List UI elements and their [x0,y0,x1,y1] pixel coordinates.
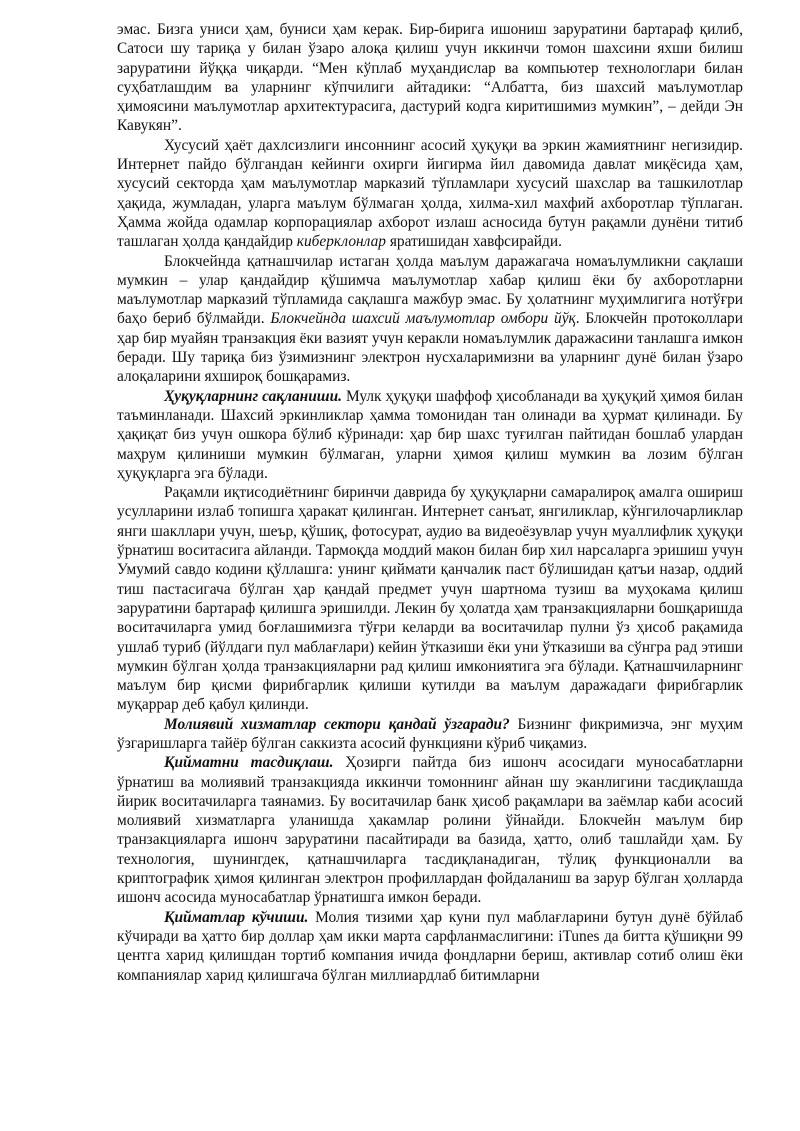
section-heading-financial-services: Молиявий хизматлар сектори қандай ўзгаради? [164,715,510,733]
italic-emphasis-no-data-store: Блокчейнда шахсий маълумотлар омбори йўқ [270,310,576,328]
text-run: . Блокчейн протоколлари ҳар бир муайян транзакция ёки вазият учун керакли номаълумлик даражасини танлашга имкон беради. Шу тариқа биз ўзимизнинг электрон нусхаларимизни ва уларнинг дунё билан ўзаро алоқаларини яхшироқ бошқарамиз. [117,310,743,386]
section-heading-value-confirmation: Қийматни тасдиқлаш. [164,754,334,772]
paragraph-2-privacy [117,136,743,252]
text-run: яратишидан хавфсирайди. [385,233,562,251]
text-run: Мулк ҳуқуқи шаффоф ҳисобланади ва ҳуқуқий ҳимоя билан таъминланади. Шахсий эркинликлар ҳамма томонидан тан олинади ва ҳурмат қилинади. Бу ҳақиқат биз учун ошкора бўлиб кўринади: ҳар бир шахс туғилган пайтидан бошлаб улардан маҳрум қилиниши мумкин бўлмаган, уларни ҳимоя қилиш мумкин ва лозим бўлган ҳуқуқларга эга бўлади. [117,387,743,482]
section-heading-rights: Ҳуқуқларнинг сақланиши. [164,387,343,405]
text-run: Ҳозирги пайтда биз ишонч асосидаги муносабатларни ўрнатиш ва молиявий транзакцияда иккинчи томоннинг айнан шу эканлигини тасдиқлашда йирик воситачиларга таянамиз. Бу воситачилар банк ҳисоб рақамлари ва заёмлар каби асосий молиявий хизматларга уланишда ҳакамлар ролини ўйнайди. Блокчейн маълум бир транзакцияларга ишонч заруратини пасайтиради ва базида, ҳатто, олиб ташлайди ҳам. Бу технология, шунингдек, қатнашчиларга тасдиқланадиган, тўлиқ функционалли ва криптографик ҳимоя қилинган электрон профиллардан фойдаланиш ва зарур бўлган ҳолларда ишонч асосида муносабатлар ўрнатишга имкон беради. [117,754,743,907]
text-run: Рақамли иқтисодиётнинг биринчи даврида бу ҳуқуқларни самаралироқ амалга ошириш усулларини излаб топишга ҳаракат қилинган. Интернет санъат, янгиликлар, кўнгилочарликлар янги шакллари учун, шеър, қўшиқ, фотосурат, аудио ва видеоёзувлар учун муаллифлик ҳуқуқи ўрнатиш воситасига айланди. Тармоқда моддий макон билан бир хил нарсаларга эришиш учун Умумий савдо кодини қўллашга: унинг қиймати қанчалик паст бўлишидан қатъи назар, оддий тиш пастасигача бўлган ҳар қандай предмет учун шартнома тузиш ва муҳокама қилиш заруратини бартараф қилишга эришилди. Лекин бу ҳолатда ҳам транзакцияларни бошқаришда воситачиларга умид боғлашимизга тўғри келарди ва воситачилар пулни ўз ҳисоб рақамида ушлаб туриб (йўлдаги пул маблағлари) кейин ўтказиши ёки уни ўтказиши ва сўнгра рад этиши мумкин бўлган ҳолда транзакцияларни рад қилиш имкониятига эга бўлади. Қатнашчиларнинг маълум бир қисми фирибгарлик қилиши кутилди ва маълум даражадаги фирибгарлик муқаррар деб қабул қилинди. [117,484,743,714]
paragraph-3-anonymity [117,252,743,387]
text-run: Бизнинг фикримизча, энг муҳим ўзгаришларга тайёр бўлган саккизта асосий функцияни кўриб чиқамиз. [117,715,743,752]
text-run: Хусусий ҳаёт дахлсизлиги инсоннинг асосий ҳуқуқи ва эркин жамиятнинг негизидир. Интернет пайдо бўлгандан кейинги охирги йигирма йил давомида давлат миқёсида ҳам, хусусий секторда ҳам маълумотлар марказий тўпламлари хусусий шахслар ва ташкилотлар ҳақида, жумладан, уларга маълум бўлмаган ҳолда, хилма-хил махфий ахборотлар тўплаган. Ҳамма жойда одамлар корпорациялар ахборот излаш асносида бутун рақамли дунёни титиб ташлаган ҳолда қандайдир [117,136,743,251]
text-run: Молия тизими ҳар куни пул маблағларини бутун дунё бўйлаб кўчиради ва ҳатто бир доллар ҳам икки марта сарфланмаслигини: iTunes да битта қўшиқни 99 центга харид қилишдан тортиб компания ичида фондларни бериш, активлар сотиб олиш ёки компаниялар харид қилишгача бўлган миллиардлаб битимларни [117,908,743,984]
paragraph-1 [117,20,743,136]
paragraph-5-digital-economy [117,483,743,715]
paragraph-8-value-transfer [117,908,743,985]
paragraph-6-financial-services [117,715,743,754]
document-page [117,20,743,985]
text-run: эмас. Бизга униси ҳам, буниси ҳам керак. Бир-бирига ишониш заруратини бартараф қилиб, Сатоси шу тариқа у билан ўзаро алоқа қилиш учун иккинчи томон шахсини яхши билиш заруратини йўққа чиқарди. “Мен кўплаб муҳандислар ва компьютер технологлари билан суҳбатлашдим ва уларнинг кўпчилиги айтадики: “Албатта, биз шахсий маълумотлар ҳимоясини маълумотлар архитектурасига, дастурий кодга киритишимиз мумкин”, – дейди Эн Кавукян”. [117,21,743,135]
text-run: Блокчейнда қатнашчилар истаган ҳолда маълум даражагача номаълумликни сақлаши мумкин – улар қандайдир қўшимча маълумотлар хабар қилиш ёки бу ахборотларни маълумотлар марказий тўпламида сақлашга мажбур эмас. Бу ҳолатнинг муҳимлигига нотўғри баҳо бериб бўлмайди. [117,252,743,328]
section-heading-value-transfer: Қийматлар кўчиши. [164,908,309,926]
paragraph-7-value-confirmation [117,753,743,907]
italic-term-cyberclones: киберклонлар [296,233,386,251]
paragraph-4-rights [117,387,743,483]
